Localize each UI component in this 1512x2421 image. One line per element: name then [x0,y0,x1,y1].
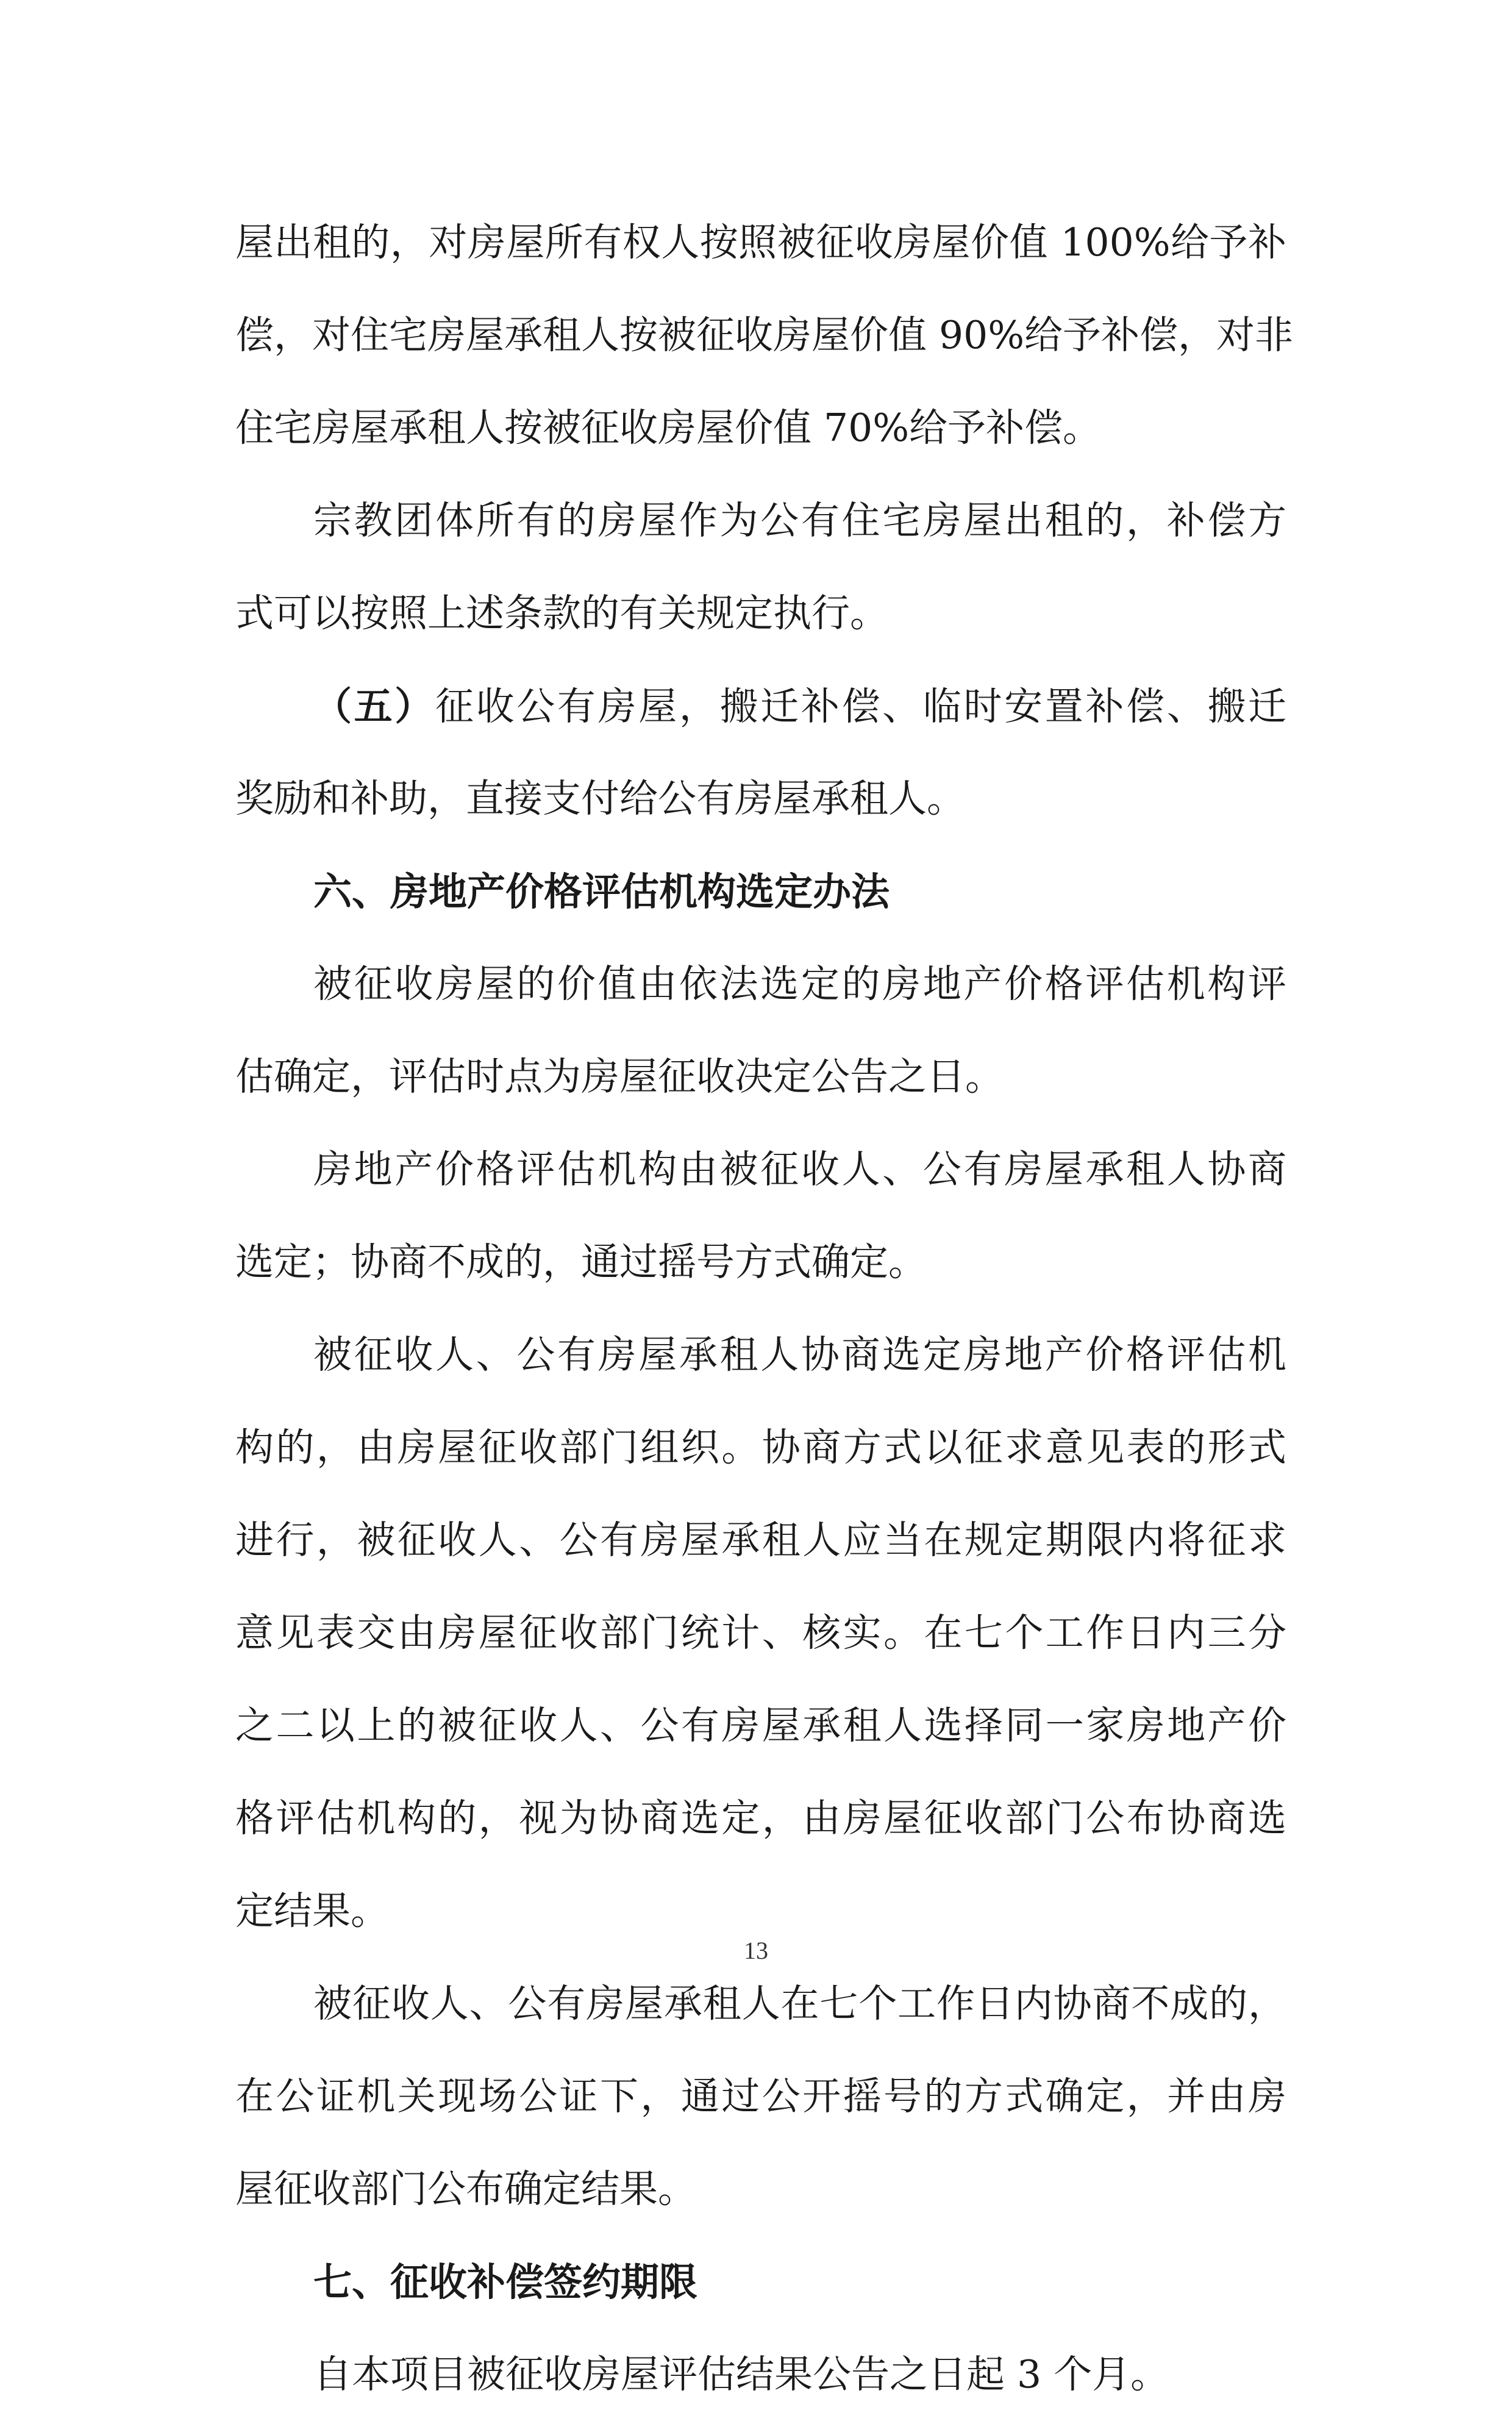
paragraph-line: 格评估机构的，视为协商选定，由房屋征收部门公布协商选 [235,1796,1286,1840]
paragraph-line: 构的，由房屋征收部门组织。协商方式以征求意见表的形式 [235,1425,1286,1470]
paragraph-line: 选定；协商不成的，通过摇号方式确定。 [235,1240,927,1284]
item-text: 征收公有房屋，搬迁补偿、临时安置补偿、搬迁 [435,684,1287,729]
paragraph-line: 之二以上的被征收人、公有房屋承租人选择同一家房地产价 [235,1703,1286,1748]
paragraph-line: 奖励和补助，直接支付给公有房屋承租人。 [235,776,965,821]
paragraph-line: 自本项目被征收房屋评估结果公告之日起 3 个月。 [313,2352,1169,2397]
paragraph-line: 进行，被征收人、公有房屋承租人应当在规定期限内将征求 [235,1518,1286,1562]
paragraph-line: 被征收房屋的价值由依法选定的房地产价格评估机构评 [313,962,1286,1006]
paragraph-line: 宗教团体所有的房屋作为公有住宅房屋出租的，补偿方 [313,498,1286,543]
paragraph-line: 在公证机关现场公证下，通过公开摇号的方式确定，并由房 [235,2074,1286,2119]
paragraph-line: 屋出租的，对房屋所有权人按照被征收房屋价值 100%给予补 [235,220,1286,265]
paragraph-line: 定结果。 [235,1889,389,1933]
paragraph-line: 估确定，评估时点为房屋征收决定公告之日。 [235,1054,1004,1099]
paragraph-line: 屋征收部门公布确定结果。 [235,2167,696,2211]
document-body [235,196,1294,2421]
paragraph-line: 住宅房屋承租人按被征收房屋价值 70%给予补偿。 [235,406,1102,450]
paragraph-line: 被征收人、公有房屋承租人协商选定房地产价格评估机 [313,1332,1286,1377]
paragraph-line: 意见表交由房屋征收部门统计、核实。在七个工作日内三分 [235,1611,1286,1655]
section-heading: 六、房地产价格评估机构选定办法 [313,869,890,914]
paragraph-line: 被征收人、公有房屋承租人在七个工作日内协商不成的， [313,1981,1286,2026]
section-heading: 七、征收补偿签约期限 [313,2259,697,2305]
paragraph-line [235,660,1286,753]
page-number: 13 [744,1937,768,1964]
item-number: （五） [313,684,435,729]
paragraph-line: 偿，对住宅房屋承租人按被征收房屋价值 90%给予补偿，对非 [235,313,1294,357]
paragraph-line: 式可以按照上述条款的有关规定执行。 [235,591,888,635]
paragraph-line: 房地产价格评估机构由被征收人、公有房屋承租人协商 [313,1147,1286,1192]
